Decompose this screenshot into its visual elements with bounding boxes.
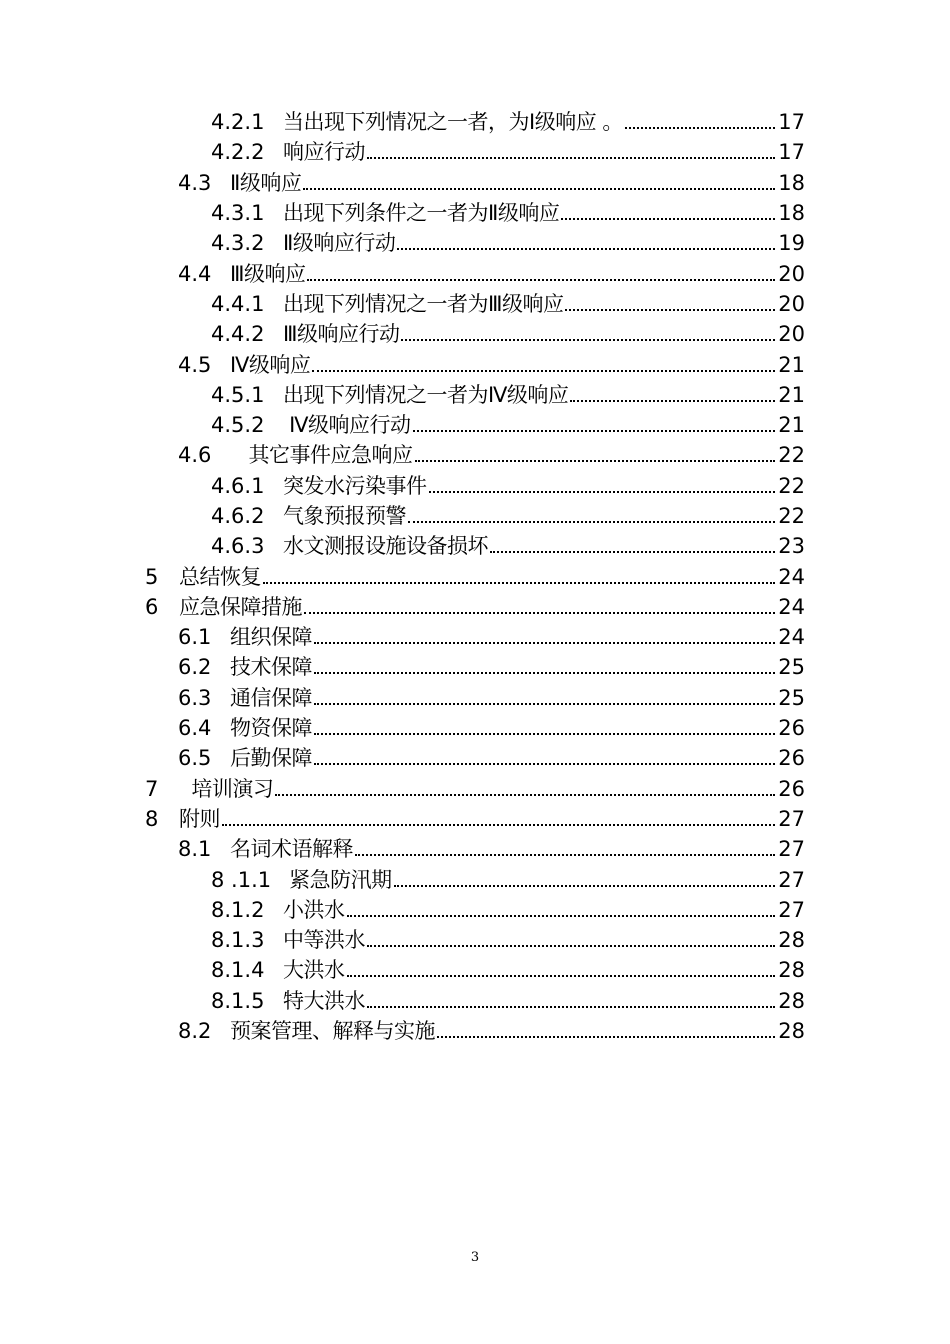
dot-leader: [408, 501, 775, 531]
toc-entry-title: Ⅱ级响应: [230, 170, 302, 195]
dot-leader: [275, 774, 775, 804]
toc-entry-number: 4.5: [178, 352, 212, 377]
toc-entry[interactable]: [0, 683, 950, 713]
toc-entry-number: 4.4.1: [211, 291, 265, 316]
toc-entry-number: 8.2: [178, 1019, 212, 1044]
toc-entry-title: 其它事件应急响应: [230, 443, 413, 468]
toc-entry-title: 总结恢复: [179, 564, 261, 589]
toc-entry[interactable]: [0, 925, 950, 955]
toc-entry-number: 4.2.1: [211, 110, 265, 135]
toc-entry[interactable]: [0, 864, 950, 894]
toc-entry-page: 24: [778, 594, 805, 619]
dot-leader: [263, 562, 775, 592]
toc-entry-page: 28: [778, 928, 805, 953]
toc-entry-number: 8.1.4: [211, 958, 265, 983]
toc-entry-page: 20: [778, 261, 805, 286]
toc-entry[interactable]: [0, 471, 950, 501]
dot-leader: [490, 531, 775, 561]
toc-entry[interactable]: [0, 743, 950, 773]
toc-entry[interactable]: [0, 774, 950, 804]
toc-entry-page: 26: [778, 746, 805, 771]
dot-leader: [397, 228, 775, 258]
toc-entry-title: 名词术语解释: [230, 837, 353, 862]
table-of-contents: [0, 107, 950, 1046]
toc-entry[interactable]: [0, 895, 950, 925]
toc-entry-title: 当出现下列情况之一者，为Ⅰ级响应 。: [283, 110, 623, 135]
toc-entry-page: 22: [778, 504, 805, 528]
toc-entry-page: 23: [778, 534, 805, 559]
toc-entry[interactable]: [0, 986, 950, 1016]
toc-entry-number: 8.1.2: [211, 897, 265, 922]
toc-entry-number: 4.3.1: [211, 201, 265, 226]
toc-entry-page: 17: [778, 140, 805, 165]
dot-leader: [367, 137, 775, 167]
toc-entry[interactable]: [0, 349, 950, 379]
toc-entry-number: 4.4.2: [211, 322, 265, 347]
toc-entry[interactable]: [0, 228, 950, 258]
toc-entry-page: 28: [778, 1019, 805, 1044]
toc-entry-number: 4.4: [178, 261, 212, 286]
toc-entry-number: 4.2.2: [211, 140, 265, 165]
dot-leader: [401, 319, 775, 349]
toc-entry-page: 26: [778, 776, 805, 801]
toc-entry-page: 27: [778, 897, 805, 922]
toc-entry-title: 组织保障: [230, 625, 312, 650]
dot-leader: [347, 955, 776, 985]
toc-entry-page: 20: [778, 322, 805, 347]
toc-entry-title: 附则: [179, 806, 220, 831]
dot-leader: [222, 804, 775, 834]
toc-entry[interactable]: [0, 501, 950, 531]
toc-entry-page: 27: [778, 806, 805, 831]
toc-entry-page: 18: [778, 170, 805, 195]
toc-entry-page: 26: [778, 716, 805, 741]
toc-entry-number: 6.5: [178, 746, 212, 771]
toc-entry-page: 28: [778, 988, 805, 1013]
toc-entry-title: 大洪水: [283, 958, 345, 983]
toc-entry[interactable]: [0, 440, 950, 470]
toc-entry[interactable]: [0, 955, 950, 985]
toc-entry-number: 6.2: [178, 655, 212, 680]
toc-entry-number: 8 .1.1: [211, 867, 272, 892]
dot-leader: [565, 289, 775, 319]
toc-entry-number: 8: [145, 806, 159, 831]
toc-entry[interactable]: [0, 622, 950, 652]
toc-entry-page: 21: [778, 413, 805, 438]
toc-entry-page: 21: [778, 382, 805, 407]
toc-entry[interactable]: [0, 561, 950, 591]
toc-entry-number: 8.1: [178, 837, 212, 862]
toc-entry-title: 响应行动: [283, 140, 365, 165]
toc-entry-title: 水文测报设施设备损坏: [283, 534, 488, 559]
toc-entry-title: 应急保障措施: [179, 594, 302, 619]
toc-entry-page: 25: [778, 655, 805, 680]
toc-entry[interactable]: [0, 380, 950, 410]
toc-entry-page: 24: [778, 625, 805, 650]
toc-entry-page: 22: [778, 443, 805, 468]
toc-entry-title: 通信保障: [230, 685, 312, 710]
toc-entry-title: 突发水污染事件: [283, 473, 427, 498]
toc-entry-number: 4.6.3: [211, 534, 265, 559]
toc-entry-number: 7: [145, 776, 159, 801]
dot-leader: [394, 865, 775, 895]
toc-entry-page: 28: [778, 958, 805, 983]
toc-entry-title: 紧急防汛期: [283, 867, 392, 892]
toc-entry[interactable]: [0, 592, 950, 622]
toc-entry[interactable]: [0, 652, 950, 682]
toc-entry[interactable]: [0, 198, 950, 228]
toc-entry[interactable]: [0, 319, 950, 349]
toc-entry-title: 出现下列情况之一者为Ⅲ级响应: [283, 291, 564, 316]
toc-entry-page: 25: [778, 685, 805, 710]
dot-leader: [367, 986, 775, 1016]
dot-leader: [561, 198, 775, 228]
toc-entry-page: 18: [778, 201, 805, 226]
toc-entry-title: Ⅲ级响应: [230, 261, 306, 286]
toc-entry-number: 8.1.3: [211, 928, 265, 953]
toc-entry-number: 4.6: [178, 443, 212, 468]
toc-entry-number: 4.5.1: [211, 382, 265, 407]
dot-leader: [303, 168, 775, 198]
toc-entry[interactable]: [0, 137, 950, 167]
toc-entry-number: 5: [145, 564, 159, 589]
toc-entry-title: 物资保障: [230, 716, 312, 741]
dot-leader: [413, 410, 775, 440]
toc-entry-page: 20: [778, 291, 805, 316]
toc-entry[interactable]: [0, 531, 950, 561]
toc-entry-page: 27: [778, 837, 805, 862]
toc-entry-title: Ⅲ级响应行动: [283, 322, 400, 347]
dot-leader: [367, 925, 775, 955]
toc-entry-title: Ⅳ级响应行动: [283, 413, 411, 438]
toc-entry-page: 19: [778, 231, 805, 256]
dot-leader: [437, 1016, 775, 1046]
dot-leader: [312, 350, 775, 380]
dot-leader: [570, 380, 775, 410]
toc-entry-title: 出现下列条件之一者为Ⅱ级响应: [283, 201, 560, 226]
toc-entry-number: 8.1.5: [211, 988, 265, 1013]
toc-entry-title: 出现下列情况之一者为Ⅳ级响应: [283, 382, 569, 407]
toc-entry-title: 特大洪水: [283, 988, 365, 1013]
toc-entry-title: 培训演习: [179, 776, 274, 801]
toc-entry-number: 6.4: [178, 716, 212, 741]
toc-entry-title: 技术保障: [230, 655, 312, 680]
toc-entry-title: 小洪水: [283, 897, 345, 922]
toc-entry-title: 预案管理、解释与实施: [230, 1019, 435, 1044]
toc-entry-page: 24: [778, 564, 805, 589]
toc-entry[interactable]: [0, 1016, 950, 1046]
toc-entry-title: Ⅳ级响应: [230, 352, 311, 377]
toc-entry[interactable]: [0, 713, 950, 743]
toc-entry[interactable]: [0, 410, 950, 440]
dot-leader: [314, 652, 775, 682]
toc-entry-title: 气象预报预警: [283, 504, 406, 528]
dot-leader: [314, 622, 775, 652]
dot-leader: [429, 471, 776, 501]
toc-entry[interactable]: [0, 804, 950, 834]
toc-entry[interactable]: [0, 258, 950, 288]
toc-entry-number: 4.6.2: [211, 504, 265, 528]
toc-entry[interactable]: [0, 107, 950, 137]
toc-entry[interactable]: [0, 289, 950, 319]
toc-entry-number: 6.1: [178, 625, 212, 650]
dot-leader: [314, 743, 775, 773]
toc-entry-page: 22: [778, 473, 805, 498]
toc-entry[interactable]: [0, 834, 950, 864]
toc-entry-title: 后勤保障: [230, 746, 312, 771]
toc-entry-number: 6.3: [178, 685, 212, 710]
toc-entry-number: 4.6.1: [211, 473, 265, 498]
dot-leader: [625, 107, 775, 137]
dot-leader: [304, 592, 775, 622]
dot-leader: [355, 834, 775, 864]
toc-entry[interactable]: [0, 168, 950, 198]
toc-entry-page: 17: [778, 110, 805, 135]
toc-entry-number: 4.3.2: [211, 231, 265, 256]
dot-leader: [314, 713, 775, 743]
toc-entry-page: 27: [778, 867, 805, 892]
toc-entry-title: 中等洪水: [283, 928, 365, 953]
dot-leader: [307, 259, 775, 289]
page-number: 3: [470, 1250, 480, 1265]
dot-leader: [347, 895, 776, 925]
dot-leader: [314, 683, 775, 713]
toc-entry-title: Ⅱ级响应行动: [283, 231, 396, 256]
toc-entry-number: 6: [145, 594, 159, 619]
toc-entry-number: 4.3: [178, 170, 212, 195]
dot-leader: [415, 440, 775, 470]
toc-entry-number: 4.5.2: [211, 413, 265, 438]
toc-entry-page: 21: [778, 352, 805, 377]
